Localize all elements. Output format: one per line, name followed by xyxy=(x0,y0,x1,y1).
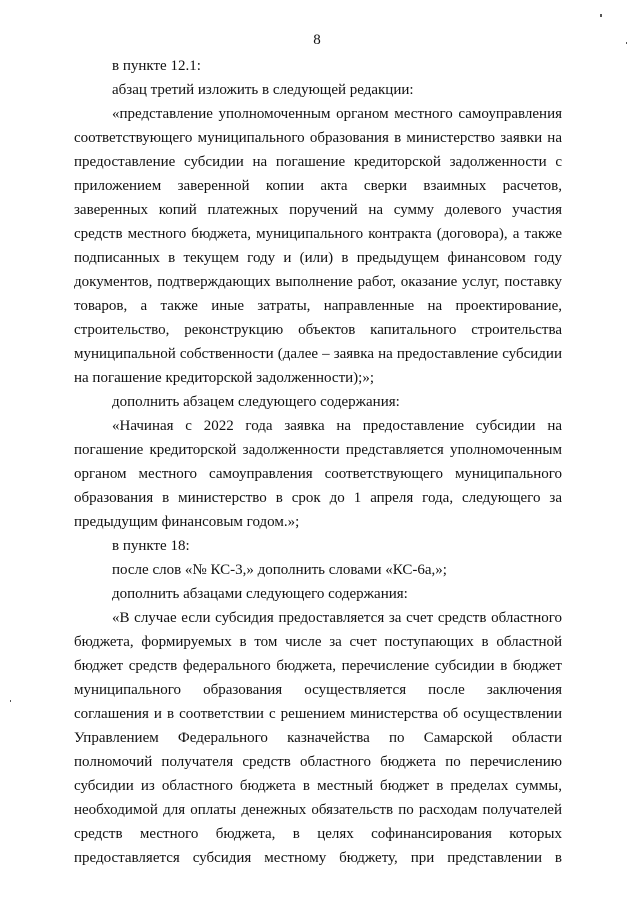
text-line: органом местного самоуправления соответствующего муниципального xyxy=(74,466,562,482)
text-line: предоставляется субсидия местному бюджету, при представлении в xyxy=(74,850,562,866)
text-line: Управлением Федерального казначейства по Самарской области xyxy=(74,730,562,746)
text-line: средств местного бюджета, в целях софинансирования которых xyxy=(74,826,562,842)
text-line: необходимой для оплаты денежных обязательств по расходам получателей xyxy=(74,802,562,818)
text-line: бюджет средств федерального бюджета, перечисление субсидии в бюджет xyxy=(74,658,562,674)
text-line: «представление уполномоченным органом местного самоуправления xyxy=(112,106,562,122)
text-line: на погашение кредиторской задолженности);»; xyxy=(74,370,374,386)
text-line: «В случае если субсидия предоставляется за счет средств областного xyxy=(112,610,562,626)
text-line: средств местного бюджета, муниципального контракта (договора), а также xyxy=(74,226,562,242)
text-line: субсидии из областного бюджета в местный бюджет в пределах суммы, xyxy=(74,778,562,794)
text-line: «Начиная с 2022 года заявка на предоставление субсидии на xyxy=(112,418,562,434)
text-line: предоставление субсидии на погашение кредиторской задолженности с xyxy=(74,154,562,170)
text-line: образования в министерство в срок до 1 апреля года, следующего за xyxy=(74,490,562,506)
text-line: приложением заверенной копии акта сверки взаимных расчетов, xyxy=(74,178,562,194)
text-line: предыдущим финансовым годом.»; xyxy=(74,514,300,530)
text-line: погашение кредиторской задолженности представляется уполномоченным xyxy=(74,442,562,458)
text-line: муниципального образования осуществляется после заключения xyxy=(74,682,562,698)
text-line: полномочий получателя средств областного бюджета по перечислению xyxy=(74,754,562,770)
text-line: соответствующего муниципального образования в министерство заявки на xyxy=(74,130,562,146)
scan-mark xyxy=(10,700,11,702)
text-line: муниципальной собственности (далее – заявка на предоставление субсидии xyxy=(74,346,562,362)
page-number: 8 xyxy=(313,32,321,48)
scan-mark xyxy=(600,14,602,17)
text-line: строительство, реконструкцию объектов капитального строительства xyxy=(74,322,562,338)
text-line: дополнить абзацами следующего содержания: xyxy=(112,586,408,602)
text-line: после слов «№ КС-3,» дополнить словами «КС-6а,»; xyxy=(112,562,447,578)
text-line: подписанных в текущем году и (или) в предыдущем финансовом году xyxy=(74,250,562,266)
text-line: в пункте 12.1: xyxy=(112,58,201,74)
text-line: бюджета, формируемых в том числе за счет поступающих в областной xyxy=(74,634,562,650)
text-line: документов, подтверждающих выполнение работ, оказание услуг, поставку xyxy=(74,274,562,290)
text-line: в пункте 18: xyxy=(112,538,190,554)
text-line: заверенных копий платежных поручений на сумму долевого участия xyxy=(74,202,562,218)
text-line: дополнить абзацем следующего содержания: xyxy=(112,394,400,410)
scan-mark xyxy=(626,42,627,44)
text-line: абзац третий изложить в следующей редакции: xyxy=(112,82,414,98)
text-line: соглашения и в соответствии с решением министерства об осуществлении xyxy=(74,706,562,722)
text-line: товаров, а также иные затраты, направленные на проектирование, xyxy=(74,298,562,314)
